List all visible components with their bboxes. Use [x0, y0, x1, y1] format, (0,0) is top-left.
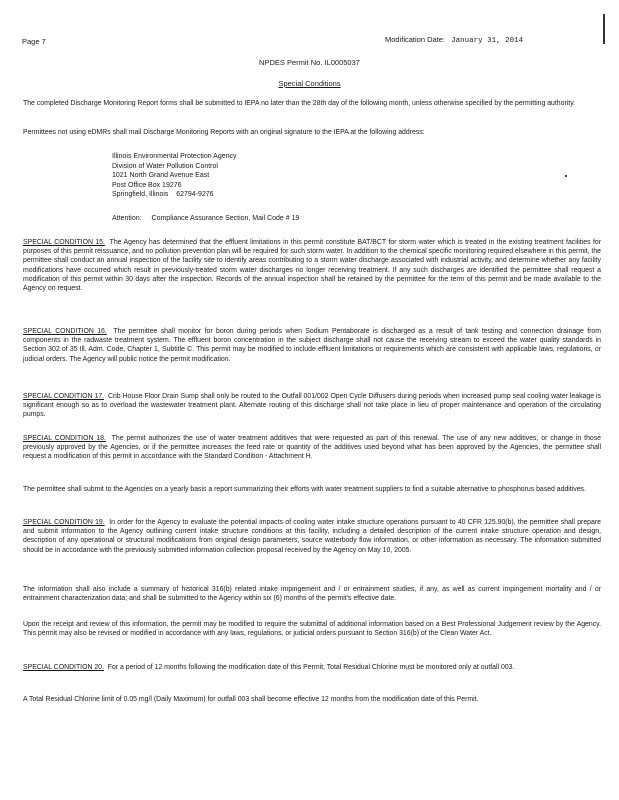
attention-text: Compliance Assurance Section, Mail Code # 19	[151, 215, 300, 222]
condition-label: SPECIAL CONDITION 15.	[23, 239, 105, 246]
modification-date-label: Modification Date:	[385, 35, 446, 44]
modification-date-value: January 31, 2014	[451, 37, 524, 45]
special-condition-18	[23, 434, 601, 462]
condition-text: The Agency has determined that the effluent limitations in this permit constitute BAT/BCT for storm water which is treated in the existing treatment facilities for purposes of this permit reissuance, and no pollution prevention plan will be required for such storm water. In addition to the chemical specific monitoring required elsewhere in this permit, the permittee shall conduct an annual inspection of the facility site to identify areas contributing to a storm water discharge associated with industrial activity, and determine whether any facility modifications have occurred which result in previously-treated storm water discharges no longer receiving treatment. If any such discharges are identified the permittee shall request a modification of this permit within 30 days after the inspection. Records of the annual inspection shall be retained by the permittee for the term of this permit and be made available to the Agency on request.	[23, 239, 601, 293]
special-condition-20	[23, 663, 601, 672]
condition-label: SPECIAL CONDITION 19.	[23, 519, 105, 526]
special-condition-17	[23, 392, 601, 420]
special-condition-16	[23, 327, 601, 364]
condition-text: For a period of 12 months following the modification date of this Permit, Total Residual Chlorine must be monitored only at outfall 003.	[107, 664, 515, 671]
condition-label: SPECIAL CONDITION 20.	[23, 664, 104, 671]
condition-label: SPECIAL CONDITION 18.	[23, 435, 106, 442]
section-title: Special Conditions	[278, 79, 341, 88]
condition-text: The permittee shall monitor for boron during periods when Sodium Pentaborate is discharged as a result of tank testing and connection drainage from components in the radwaste treatment system. The effluent boron concentration in the subject discharge shall not cause the receiving stream to exceed the water quality standards in Section 302 of 35 Ill. Adm. Code, Chapter 1, Subtitle C. This permit may be modified to include effluent limitations or requirements which are consistent with applicable laws, regulations, or judicial orders. The Agency will public notice the permit modification.	[23, 328, 601, 363]
mailing-address	[112, 152, 237, 200]
condition-text: In order for the Agency to evaluate the potential impacts of cooling water intake structure operations pursuant to 40 CFR 125.90(b), the permittee shall prepare and submit information to the Agency outlining current intake structure conditions at this facility, including a detailed description of the current intake structure operation and design, description of any operational or structural modifications from original design parameters, source waterbody flow information, or other information as necessary. The information submitted should be in accordance with the previously submitted information collection proposal received by the Agency on May 10, 2005.	[23, 519, 601, 554]
special-condition-19-p2: The information shall also include a summary of historical 316(b) related intake impingement and / or entrainment studies, if any, as well as current impingement mortality and / or entrainment characterization data; and shall be submitted to the Agency within six (6) months of the permit's effective date.	[23, 586, 601, 603]
condition-text: The permit authorizes the use of water treatment additives that were requested as part of this renewal. The use of any new additives, or change in those previously approved by the Agencies, or if the permittee increases the feed rate or quantity of the additives used beyond what has been approved by the Agencies, the permittee shall request a modification of this permit in accordance with the Standard Condition - Attachment H.	[23, 435, 602, 461]
special-condition-18-followup: The permittee shall submit to the Agencies on a yearly basis a report summarizing their efforts with water treatment suppliers to find a suitable alternative to phosphorus based additives.	[23, 486, 586, 493]
page-number: Page 7	[22, 37, 46, 46]
special-condition-20-p2: A Total Residual Chlorine limit of 0.05 mg/l (Daily Maximum) for outfall 003 shall become effective 12 months from the modification date of this Permit.	[23, 696, 479, 703]
scan-speck	[565, 175, 567, 177]
special-condition-19-p3: Upon the receipt and review of this information, the permit may be modified to require the submittal of additional information based on a Best Professional Judgement review by the Agency. This permit may also be revised or modified in accordance with any laws, regulations, or judicial orders pursuant to Section 316(b) of the Clean Water Act.	[23, 621, 601, 638]
special-condition-19	[23, 518, 601, 555]
special-condition-15	[23, 238, 601, 293]
address-line: Springfield, Illinois 62794-9276	[112, 191, 214, 199]
address-line: Post Office Box 19276	[112, 181, 182, 189]
intro-paragraph-1: The completed Discharge Monitoring Report forms shall be submitted to IEPA no later than the 28th day of the following month, unless otherwise specified by the permitting authority.	[23, 100, 576, 107]
attention-line	[112, 215, 299, 222]
condition-text: Crib House Floor Drain Sump shall only be routed to the Outfall 001/002 Open Cycle Diffusers during periods when increased pump seal cooling water leakage is significant enough so as to overload the wastewater treatment plant. Alternate routing of this discharge shall not take place in lieu of proper maintenance and operation of the circulating pumps.	[23, 393, 601, 419]
modification-date-header	[385, 35, 523, 45]
attention-label: Attention:	[112, 215, 142, 222]
scan-edge-mark	[603, 14, 605, 44]
condition-label: SPECIAL CONDITION 16.	[23, 328, 107, 335]
intro-paragraph-2: Permittees not using eDMRs shall mail Discharge Monitoring Reports with an original signature to the IEPA at the following address:	[23, 129, 425, 136]
address-line: 1021 North Grand Avenue East	[112, 172, 210, 180]
address-line: Illinois Environmental Protection Agency	[112, 153, 237, 160]
condition-label: SPECIAL CONDITION 17.	[23, 393, 105, 400]
permit-title: NPDES Permit No. IL0005037	[259, 58, 360, 67]
address-line: Division of Water Pollution Control	[112, 162, 218, 170]
